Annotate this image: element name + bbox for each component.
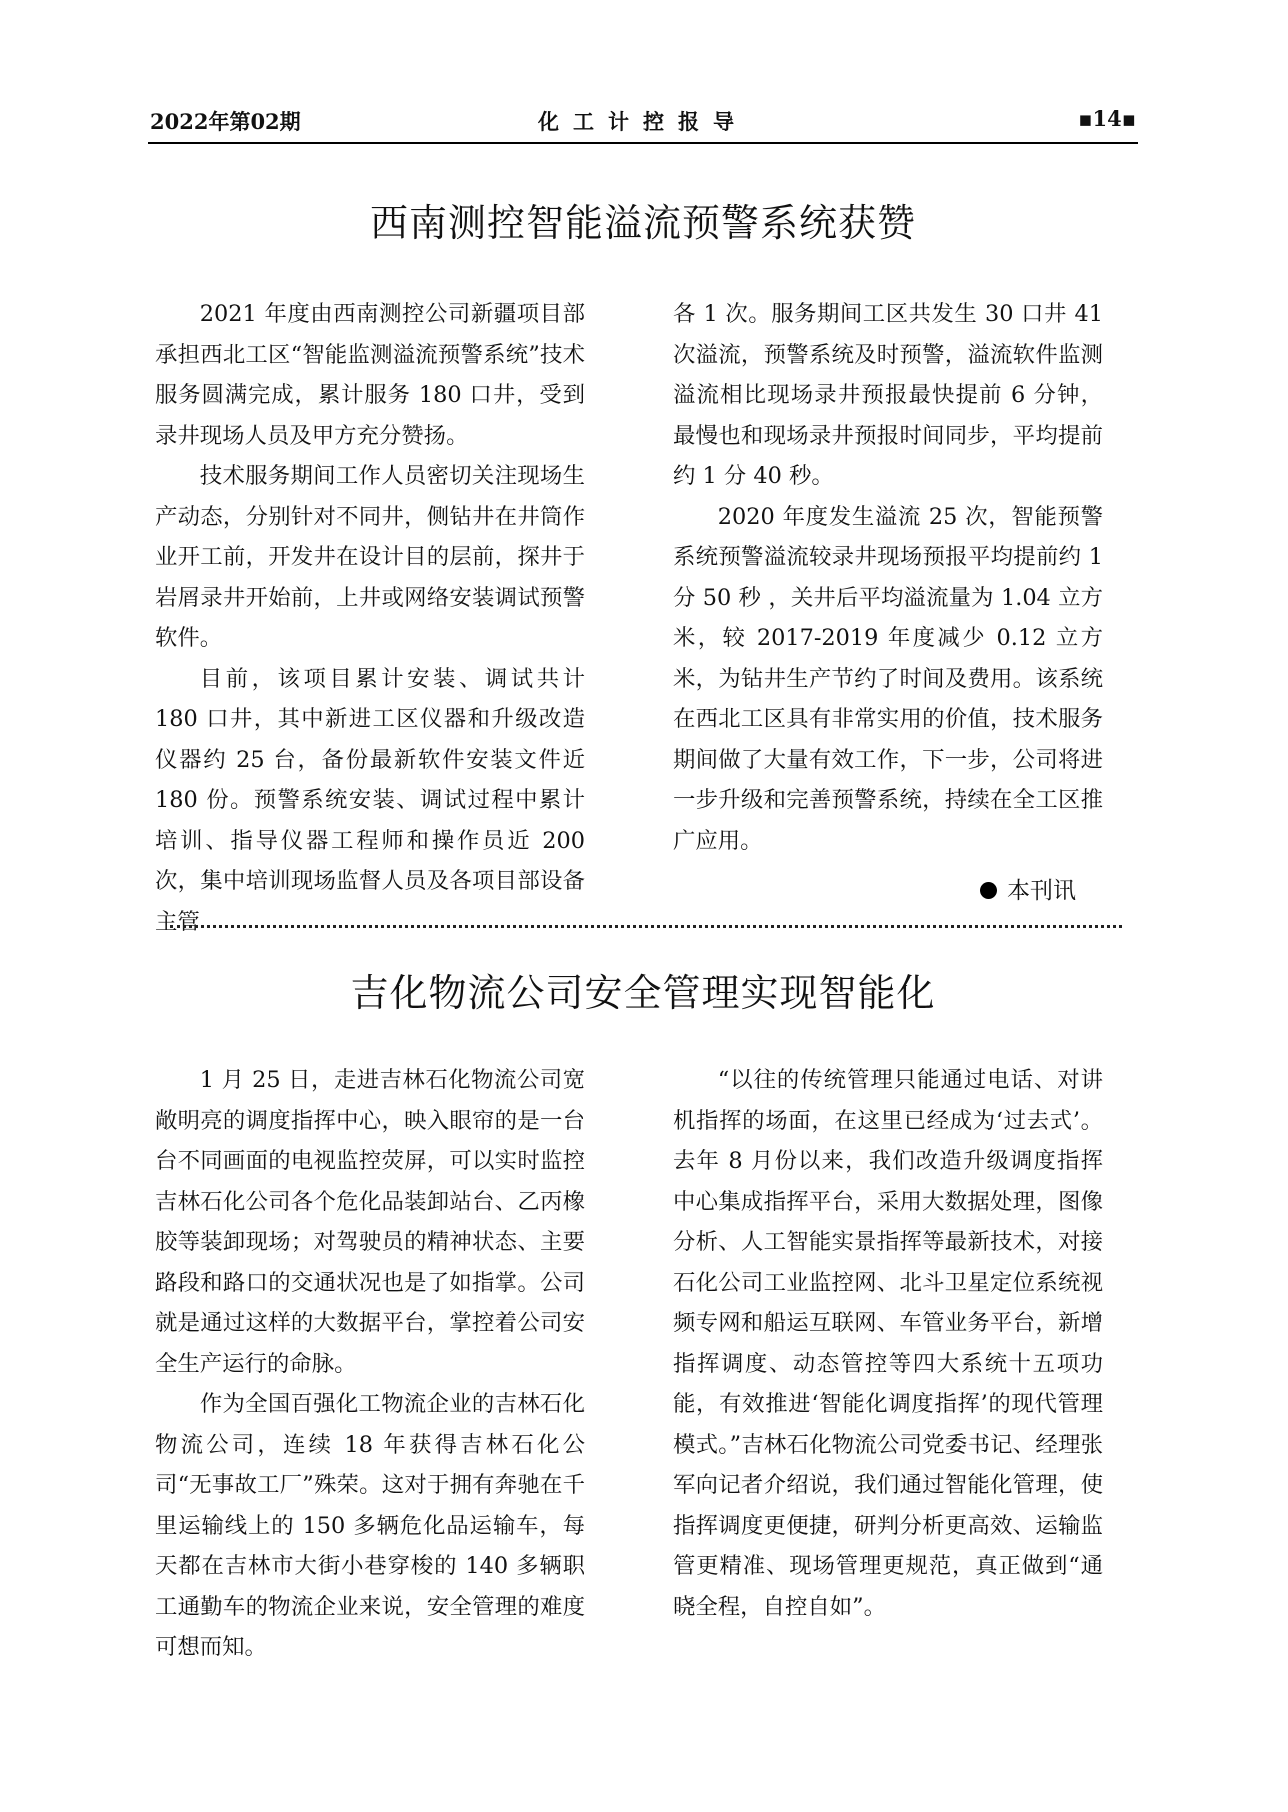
source-label: 本刊讯: [1007, 878, 1076, 904]
article-column-left: [155, 1060, 585, 1668]
article-column-right: [673, 294, 1103, 861]
journal-name: 化工计控报导: [538, 109, 748, 134]
article-title: 吉化物流公司安全管理实现智能化: [350, 971, 936, 1015]
paragraph: 目前，该项目累计安装、调试共计 180 口井，其中新进工区仪器和升级改造仪器约 25 台，备份最新软件安装文件近 180 份。预警系统安装、调试过程中累计培训、指导仪器工程师和操作员近 200 次，集中培训现场监督人员及各项目部设备主管: [155, 665, 585, 935]
paragraph: “以往的传统管理只能通过电话、对讲机指挥的场面，在这里已经成为‘过去式’。去年 8 月份以来，我们改造升级调度指挥中心集成指挥平台，采用大数据处理，图像分析、人工智能实景指挥等最新技术，对接石化公司工业监控网、北斗卫星定位系统视频专网和船运互联网、车管业务平台，新增指挥调度、动态管控等四大系统十五项功能，有效推进‘智能化调度指挥’的现代管理模式。”吉林石化物流公司党委书记、经理张军向记者介绍说，我们通过智能化管理，使指挥调度更便捷，研判分析更高效、运输监管更精准、现场管理更规范，真正做到“通晓全程，自控自如”。: [673, 1067, 1103, 1620]
paragraph: 2020 年度发生溢流 25 次，智能预警系统预警溢流较录井现场预报平均提前约 1 分 50 秒 ，关井后平均溢流量为 1.04 立方米，较 2017-2019 年度减少 0.12 立方米，为钻井生产节约了时间及费用。该系统在西北工区具有非常实用的价值，技术服务期间做了大量有效工作，下一步，公司将进一步升级和完善预警系统，持续在全工区推广应用。: [673, 503, 1103, 854]
paragraph: 2021 年度由西南测控公司新疆项目部承担西北工区“智能监测溢流预警系统”技术服务圆满完成，累计服务 180 口井，受到录井现场人员及甲方充分赞扬。: [155, 301, 585, 449]
article-column-left: [155, 294, 585, 942]
paragraph: 技术服务期间工作人员密切关注现场生产动态，分别针对不同井，侧钻井在井筒作业开工前，开发井在设计目的层前，探井于岩屑录井开始前，上井或网络安装调试预警软件。: [155, 463, 585, 651]
page-header: [148, 100, 1138, 144]
paragraph: 1 月 25 日，走进吉林石化物流公司宽敞明亮的调度指挥中心，映入眼帘的是一台台不同画面的电视监控荧屏，可以实时监控吉林石化公司各个危化品装卸站台、乙丙橡胶等装卸现场；对驾驶员的精神状态、主要路段和路口的交通状况也是了如指掌。公司就是通过这样的大数据平台，掌控着公司安全生产运行的命脉。: [155, 1067, 585, 1377]
bullet-dot-icon: [980, 882, 997, 899]
paragraph: 作为全国百强化工物流企业的吉林石化物流公司，连续 18 年获得吉林石化公司“无事故工厂”殊荣。这对于拥有奔驰在千里运输线上的 150 多辆危化品运输车，每天都在吉林市大街小巷穿梭的 140 多辆职工通勤车的物流企业来说，安全管理的难度可想而知。: [155, 1391, 585, 1660]
paragraph-continued: 各 1 次。服务期间工区共发生 30 口井 41 次溢流，预警系统及时预警，溢流软件监测溢流相比现场录井预报最快提前 6 分钟，最慢也和现场录井预报时间同步，平均提前约 1 分 40 秒。: [673, 301, 1103, 489]
page-number: ▪14▪: [1078, 106, 1136, 131]
article-title: 西南测控智能溢流预警系统获赞: [369, 201, 916, 245]
news-source: [980, 872, 1076, 905]
dotted-divider: [170, 925, 1122, 928]
issue-label: 2022年第02期: [150, 109, 301, 134]
article-column-right: [673, 1060, 1103, 1627]
